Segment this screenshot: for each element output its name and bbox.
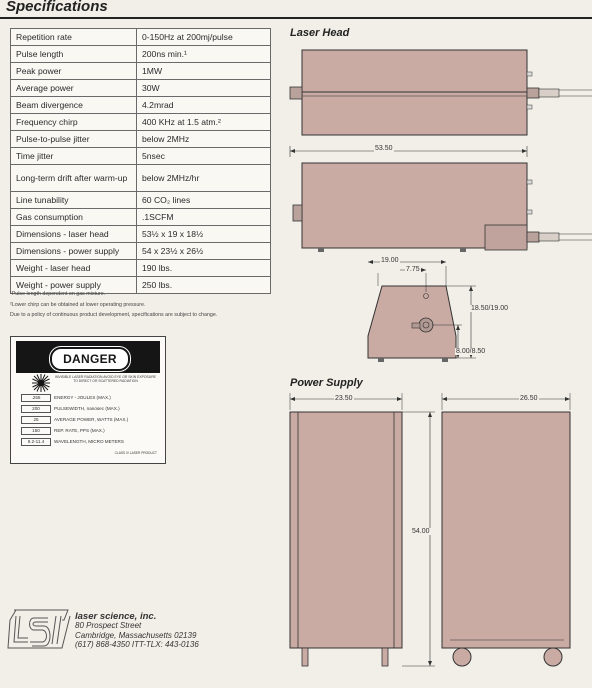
label-row: [21, 415, 128, 424]
laser-head-top-view: [290, 50, 592, 135]
page-title: Specifications: [6, 0, 108, 15]
table-row: [11, 80, 271, 97]
spec-value: 250 lbs.: [137, 277, 271, 294]
power-supply-title: Power Supply: [290, 377, 363, 389]
spec-label: Long-term drift after warm-up: [11, 165, 137, 192]
label-row-text: WAVELENGTH, MICRO METERS: [54, 439, 124, 444]
laser-head-height-dim: 18.50/19.00: [471, 305, 508, 312]
footnote-2: ²Lower chirp can be obtained at lower operating pressure.: [10, 301, 146, 308]
spec-label: Dimensions - laser head: [11, 226, 137, 243]
spec-label: Beam divergence: [11, 97, 137, 114]
table-row: [11, 131, 271, 148]
spec-label: Pulse length: [11, 46, 137, 63]
label-row-value: 25: [21, 416, 51, 424]
label-row-text: AVERAGE POWER, WATTS (MAX.): [54, 417, 129, 422]
laser-head-title: Laser Head: [290, 27, 350, 39]
laser-burst-icon: [32, 374, 50, 392]
laser-head-length-dim: 53.50: [375, 145, 393, 152]
label-row: [21, 426, 105, 435]
company-street: 80 Prospect Street: [75, 621, 142, 631]
spec-label: Gas consumption: [11, 209, 137, 226]
power-supply-height-dim: 54.00: [412, 528, 430, 535]
table-row: [11, 226, 271, 243]
spec-value: 30W: [137, 80, 271, 97]
label-row-text: PULSEWIDTH, nanosec (MAX.): [54, 406, 120, 411]
label-row-value: 200: [21, 405, 51, 413]
table-row: [11, 192, 271, 209]
spec-value: 190 lbs.: [137, 260, 271, 277]
spec-value: 1MW: [137, 63, 271, 80]
footnote-1: ¹Pulse length dependent on gas mixture.: [10, 291, 106, 297]
laser-head-width-dim: 19.00: [381, 257, 399, 264]
spec-value: 54 x 23½ x 26½: [137, 243, 271, 260]
laser-class: CLASS IV LASER PRODUCT: [114, 451, 157, 455]
spec-label: Weight - power supply: [11, 277, 137, 294]
label-row-value: 9.2-11.4: [21, 438, 51, 446]
spec-value: 400 KHz at 1.5 atm.²: [137, 114, 271, 131]
table-row: [11, 63, 271, 80]
company-phone: (617) 868-4350 ITT-TLX: 443-0136: [75, 640, 199, 650]
table-row: [11, 243, 271, 260]
spec-label: Repetition rate: [11, 29, 137, 46]
label-row-text: ENERGY - JOULES (MAX.): [54, 395, 111, 400]
specifications-table: [10, 28, 271, 294]
table-row: [11, 46, 271, 63]
spec-label: Frequency chirp: [11, 114, 137, 131]
table-row: [11, 97, 271, 114]
laser-head-inner-width-dim: 7.75: [406, 266, 420, 273]
danger-banner: [16, 341, 160, 373]
table-row: [11, 209, 271, 226]
spec-label: Line tunability: [11, 192, 137, 209]
power-supply-width-dim: 23.50: [335, 395, 353, 402]
company-city: Cambridge, Massachusetts 02139: [75, 630, 197, 640]
spec-value: .1SCFM: [137, 209, 271, 226]
label-row: [21, 393, 111, 402]
table-row: [11, 260, 271, 277]
lsi-logo-icon: [6, 606, 72, 652]
label-row: [21, 404, 120, 413]
laser-head-drawing: [280, 40, 592, 380]
spec-value: 53½ x 19 x 18½: [137, 226, 271, 243]
spec-label: Pulse-to-pulse jitter: [11, 131, 137, 148]
spec-value: 200ns min.¹: [137, 46, 271, 63]
laser-head-end-view: [368, 260, 476, 362]
label-row-text: REP. RATE, PPS (MAX.): [54, 428, 105, 433]
page-header: [0, 0, 592, 19]
power-supply-drawing: [280, 390, 592, 688]
spec-label: Peak power: [11, 63, 137, 80]
spec-value: 60 CO₂ lines: [137, 192, 271, 209]
power-supply-depth-dim: 26.50: [520, 395, 538, 402]
footnotes: [10, 289, 280, 321]
table-row: [11, 114, 271, 131]
laser-head-side-view: [293, 163, 592, 252]
danger-warning-text: INVISIBLE LASER RADIATION AVOID EYE OR SKIN EXPOSURE TO DIRECT OR SCATTERED RADIATION: [55, 375, 156, 384]
spec-label: Average power: [11, 80, 137, 97]
spec-value: 0-150Hz at 200mj/pulse: [137, 29, 271, 46]
spec-label: Dimensions - power supply: [11, 243, 137, 260]
spec-value: 4.2mrad: [137, 97, 271, 114]
spec-label: Time jitter: [11, 148, 137, 165]
table-row: [11, 165, 271, 192]
spec-value: below 2MHz/hr: [137, 165, 271, 192]
spec-label: Weight - laser head: [11, 260, 137, 277]
spec-value: below 2MHz: [137, 131, 271, 148]
power-supply-front-view: [290, 412, 402, 666]
power-supply-side-view: [442, 412, 570, 666]
label-row: [21, 437, 124, 446]
label-row-value: 150: [21, 427, 51, 435]
label-row-value: .255: [21, 394, 51, 402]
company-address: [75, 612, 199, 650]
danger-label: [10, 336, 166, 464]
table-row: [11, 148, 271, 165]
danger-title: DANGER: [50, 347, 130, 371]
company-name: laser science, inc.: [75, 611, 157, 622]
spec-value: 5nsec: [137, 148, 271, 165]
table-row: [11, 29, 271, 46]
footnote-disclaimer: Due to a policy of continuous product development, specifications are subject to change.: [10, 312, 218, 318]
laser-head-axis-height-dim: 8.00/8.50: [456, 348, 486, 355]
